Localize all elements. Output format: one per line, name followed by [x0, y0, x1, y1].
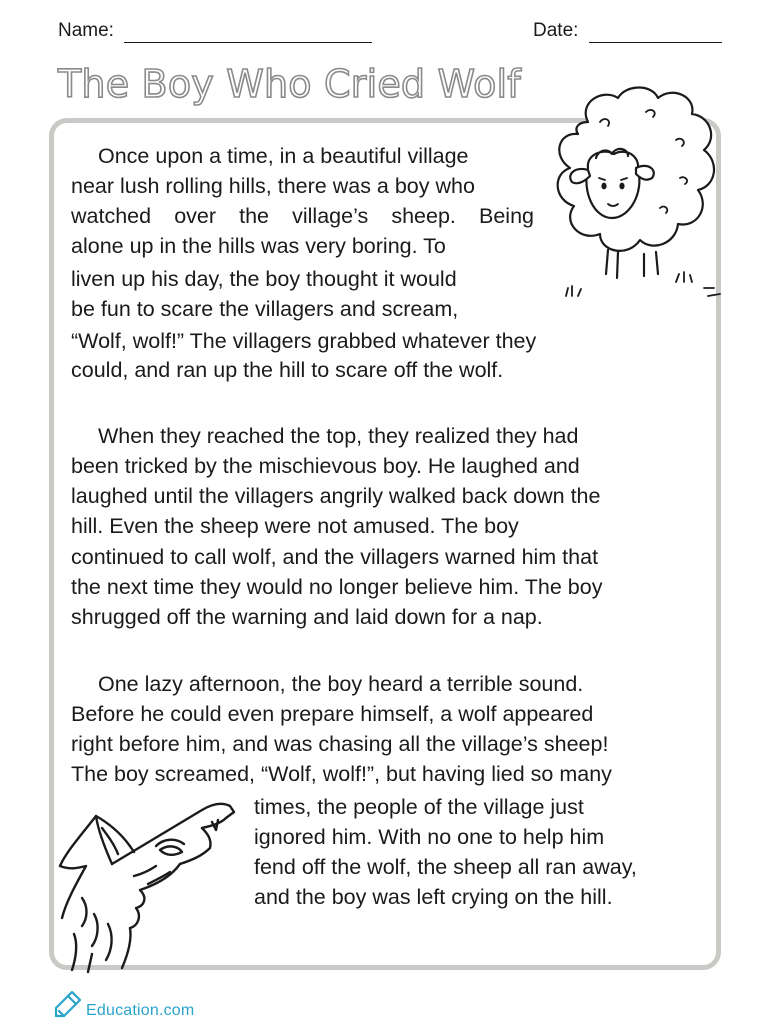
page-title: The Boy Who Cried Wolf — [58, 62, 521, 106]
story-line: near lush rolling hills, there was a boy who — [71, 174, 475, 198]
story-line: watched over the village’s sheep. Being — [71, 204, 534, 228]
pencil-logo-icon — [50, 986, 84, 1020]
story-line: times, the people of the village just — [254, 795, 584, 819]
story-line: When they reached the top, they realized they had — [98, 424, 579, 448]
story-line: Once upon a time, in a beautiful village — [98, 144, 469, 168]
story-line: alone up in the hills was very boring. To — [71, 234, 446, 258]
story-line: continued to call wolf, and the villagers warned him that — [71, 545, 599, 569]
story-line: been tricked by the mischievous boy. He laughed and — [71, 454, 580, 478]
story-line: hill. Even the sheep were not amused. The boy — [71, 514, 519, 538]
story-line: right before him, and was chasing all the village’s sheep! — [71, 732, 609, 756]
wolf-howling-illustration — [52, 794, 242, 976]
story-line: One lazy afternoon, the boy heard a terrible sound. — [98, 672, 584, 696]
story-line: liven up his day, the boy thought it would — [71, 267, 457, 291]
name-label: Name: — [58, 20, 114, 41]
story-line: Before he could even prepare himself, a wolf appeared — [71, 702, 594, 726]
story-line: be fun to scare the villagers and scream, — [71, 297, 459, 321]
brand-name: Education.com — [86, 1002, 195, 1019]
story-line: ignored him. With no one to help him — [254, 825, 605, 849]
story-line: and the boy was left crying on the hill. — [254, 885, 613, 909]
name-field[interactable] — [124, 42, 372, 43]
story-line: the next time they would no longer believe him. The boy — [71, 575, 603, 599]
story-line: shrugged off the warning and laid down for a nap. — [71, 605, 543, 629]
brand-logo[interactable] — [50, 986, 240, 1022]
date-label: Date: — [533, 20, 579, 41]
sheep-illustration — [548, 82, 724, 304]
story-line: fend off the wolf, the sheep all ran away, — [254, 855, 637, 879]
date-field[interactable] — [589, 42, 722, 43]
story-line: laughed until the villagers angrily walked back down the — [71, 484, 601, 508]
story-line: could, and ran up the hill to scare off the wolf. — [71, 358, 504, 382]
story-line: The boy screamed, “Wolf, wolf!”, but having lied so many — [71, 762, 612, 786]
story-line: “Wolf, wolf!” The villagers grabbed whatever they — [71, 329, 537, 353]
